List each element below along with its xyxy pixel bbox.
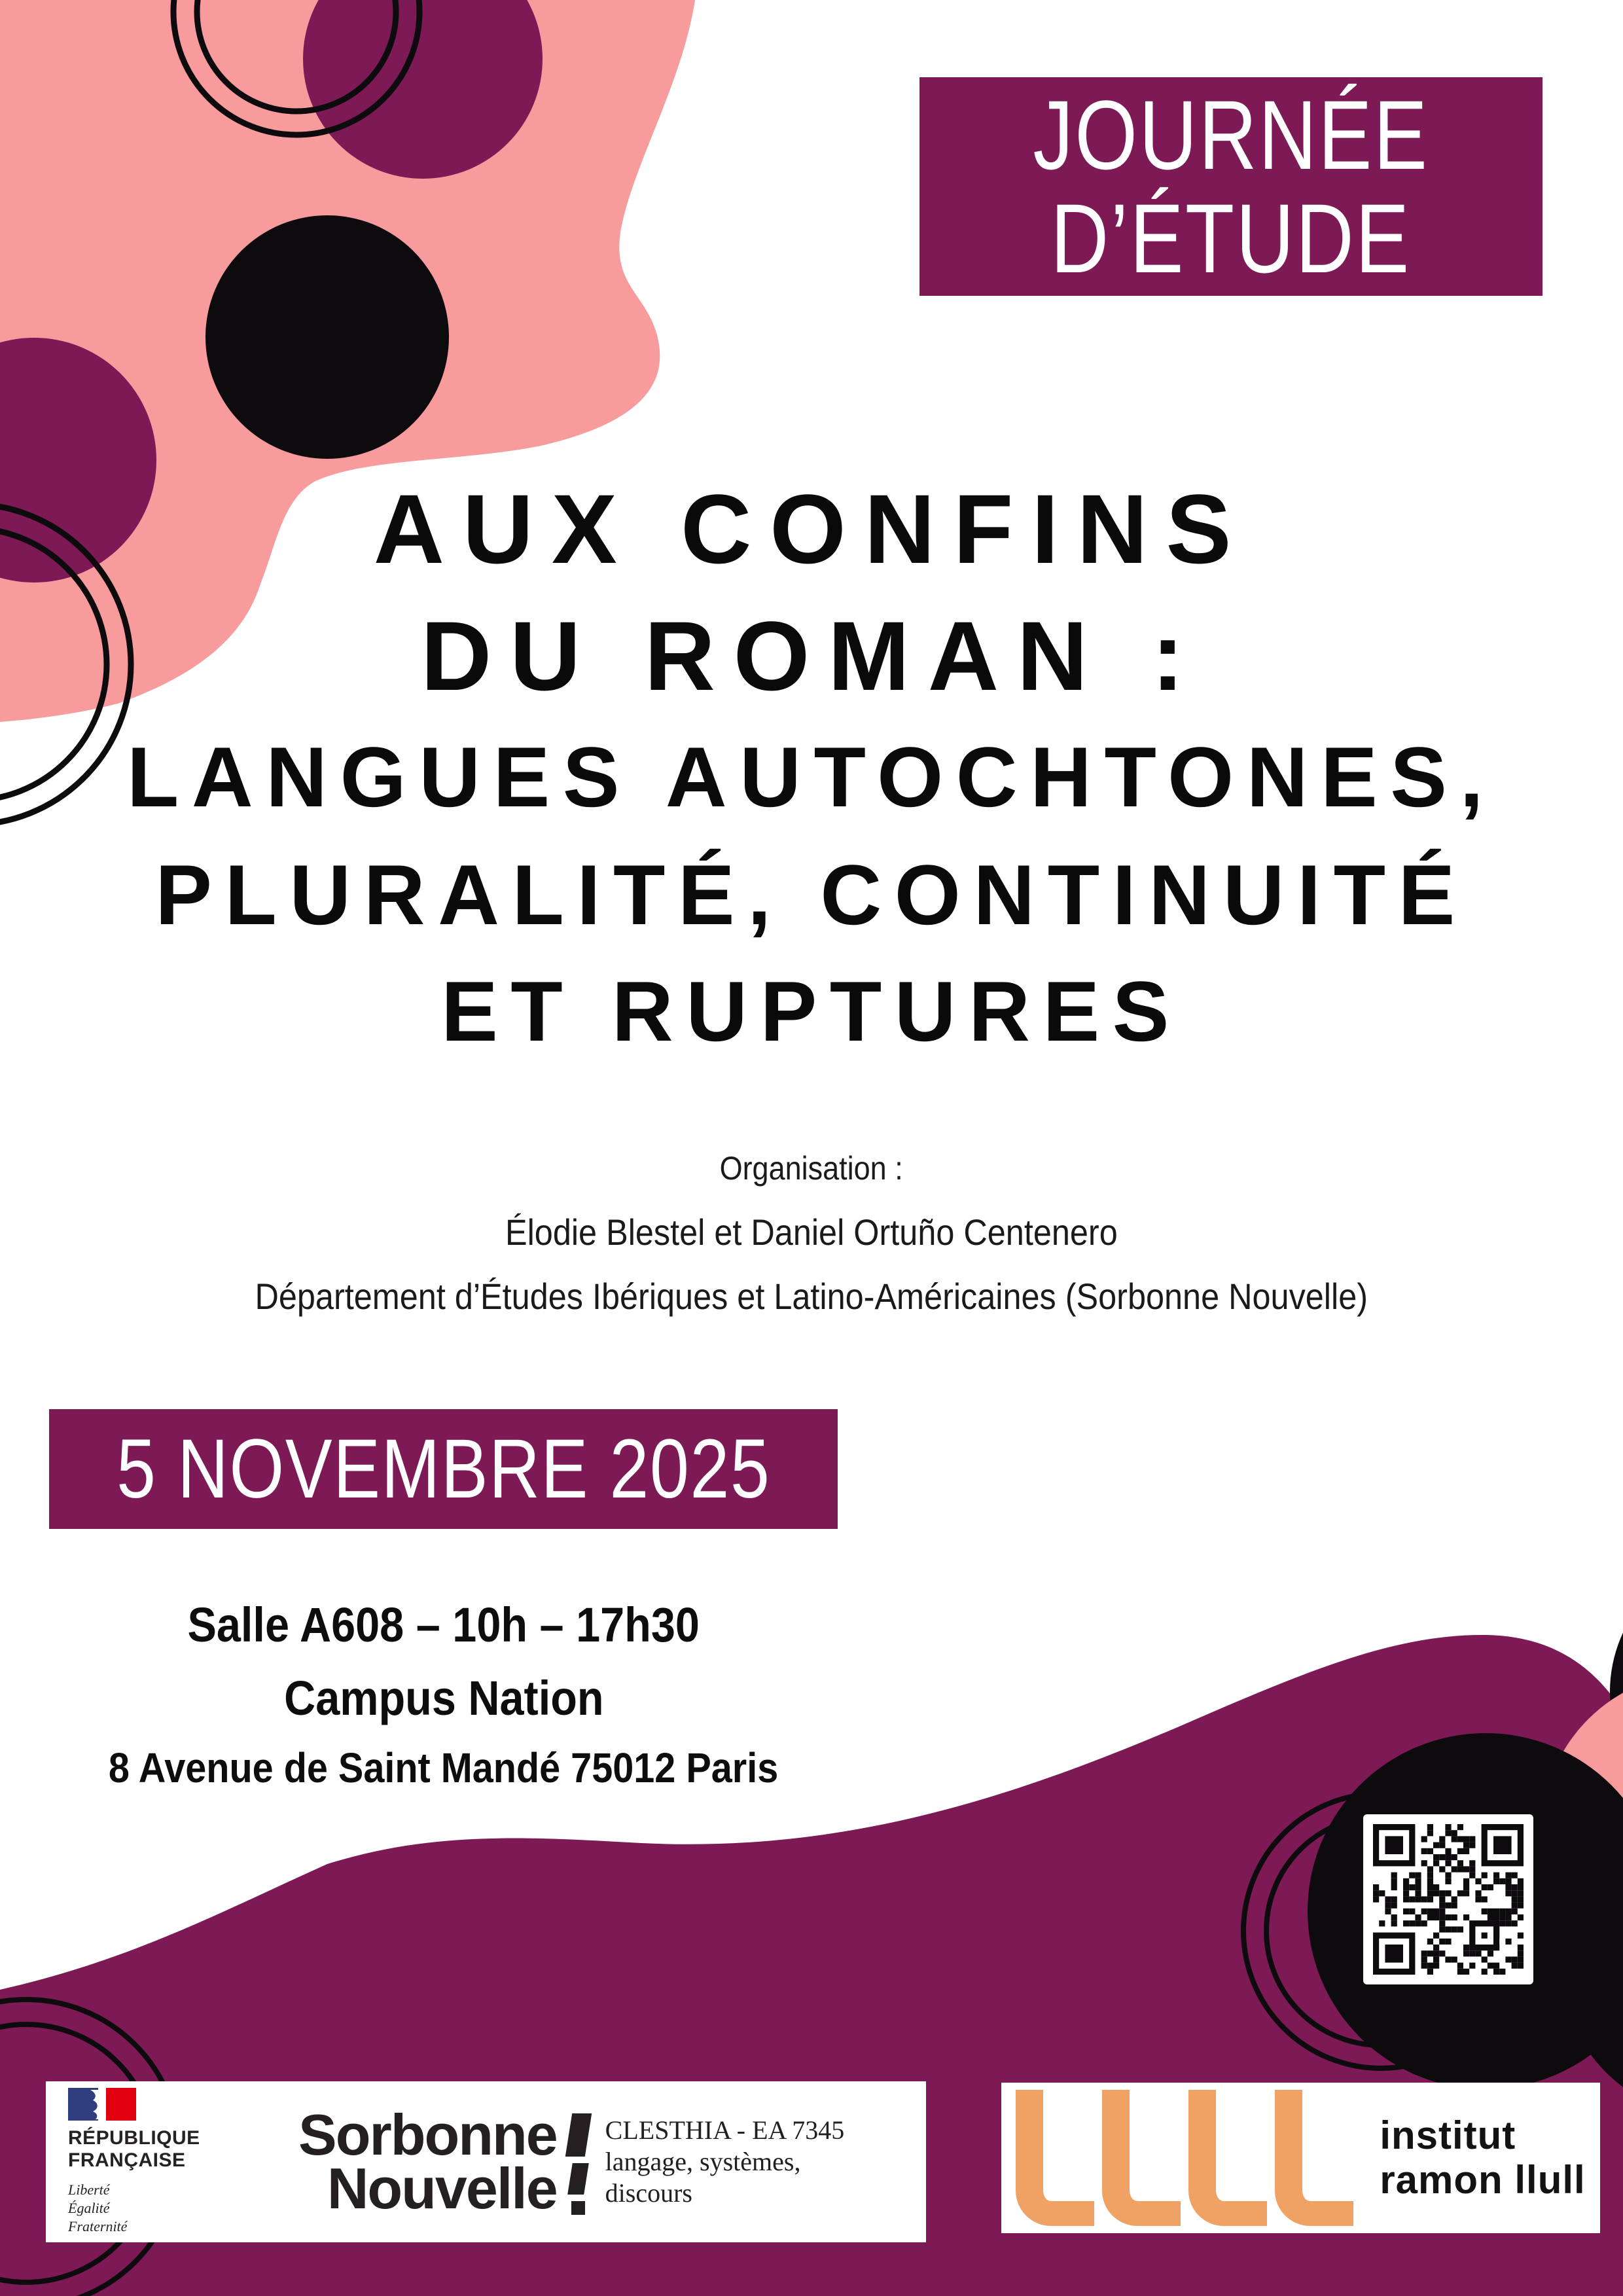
badge-line2: D’ÉTUDE	[1050, 183, 1412, 293]
rf-motto-line1: Liberté	[68, 2181, 110, 2198]
republique-francaise-logo	[68, 2088, 264, 2236]
institut-ramon-llull-label	[1380, 2113, 1585, 2202]
organisation-heading: Organisation :	[719, 1150, 904, 1187]
irl-line1: institut	[1380, 2113, 1516, 2157]
organisation-department: Département d’Études Ibériques et Latino-Américaines (Sorbonne Nouvelle)	[255, 1276, 1368, 1317]
clesthia-label	[605, 2115, 845, 2209]
rf-motto-line2: Égalité	[68, 2200, 110, 2216]
date-banner	[49, 1409, 838, 1529]
sorbonne-line1: Sorbonne	[298, 2102, 557, 2167]
organisation-names: Élodie Blestel et Daniel Ortuño Centenero	[505, 1211, 1118, 1253]
title-line4: PLURALITÉ, CONTINUITÉ	[155, 847, 1468, 942]
venue-campus: Campus Nation	[283, 1671, 604, 1725]
french-flag-icon	[68, 2088, 136, 2121]
event-type-badge	[919, 77, 1543, 296]
black-circle-shape	[205, 215, 449, 459]
rf-motto-line3: Fraternité	[68, 2218, 128, 2234]
title-line3: LANGUES AUTOCHTONES,	[126, 729, 1497, 825]
title-line2: DU ROMAN :	[420, 601, 1203, 711]
ramon-llull-mark-icon	[1016, 2090, 1353, 2226]
clesthia-line2: langage, systèmes,	[605, 2147, 801, 2176]
sorbonne-nouvelle-logo	[298, 2102, 588, 2221]
venue-room-hours: Salle A608 – 10h – 17h30	[187, 1598, 700, 1652]
rf-name-line2: FRANÇAISE	[68, 2149, 186, 2171]
title-line1: AUX CONFINS	[373, 474, 1250, 584]
badge-line1: JOURNÉE	[1033, 80, 1429, 190]
rf-name-line1: RÉPUBLIQUE	[68, 2127, 200, 2149]
sorbonne-line2: Nouvelle	[327, 2156, 557, 2221]
irl-line2: ramon llull	[1380, 2158, 1586, 2202]
clesthia-line3: discours	[605, 2178, 692, 2208]
venue-address: 8 Avenue de Saint Mandé 75012 Paris	[109, 1744, 779, 1791]
partners-right-panel	[1001, 2083, 1600, 2233]
partners-left-panel	[46, 2081, 926, 2242]
qr-code	[1363, 1814, 1533, 1984]
title-line5: ET RUPTURES	[441, 963, 1182, 1059]
date-banner-label: 5 NOVEMBRE 2025	[116, 1422, 771, 1516]
sorbonne-exclamation-icon	[569, 2113, 588, 2215]
clesthia-line1: CLESTHIA - EA 7345	[605, 2115, 845, 2145]
